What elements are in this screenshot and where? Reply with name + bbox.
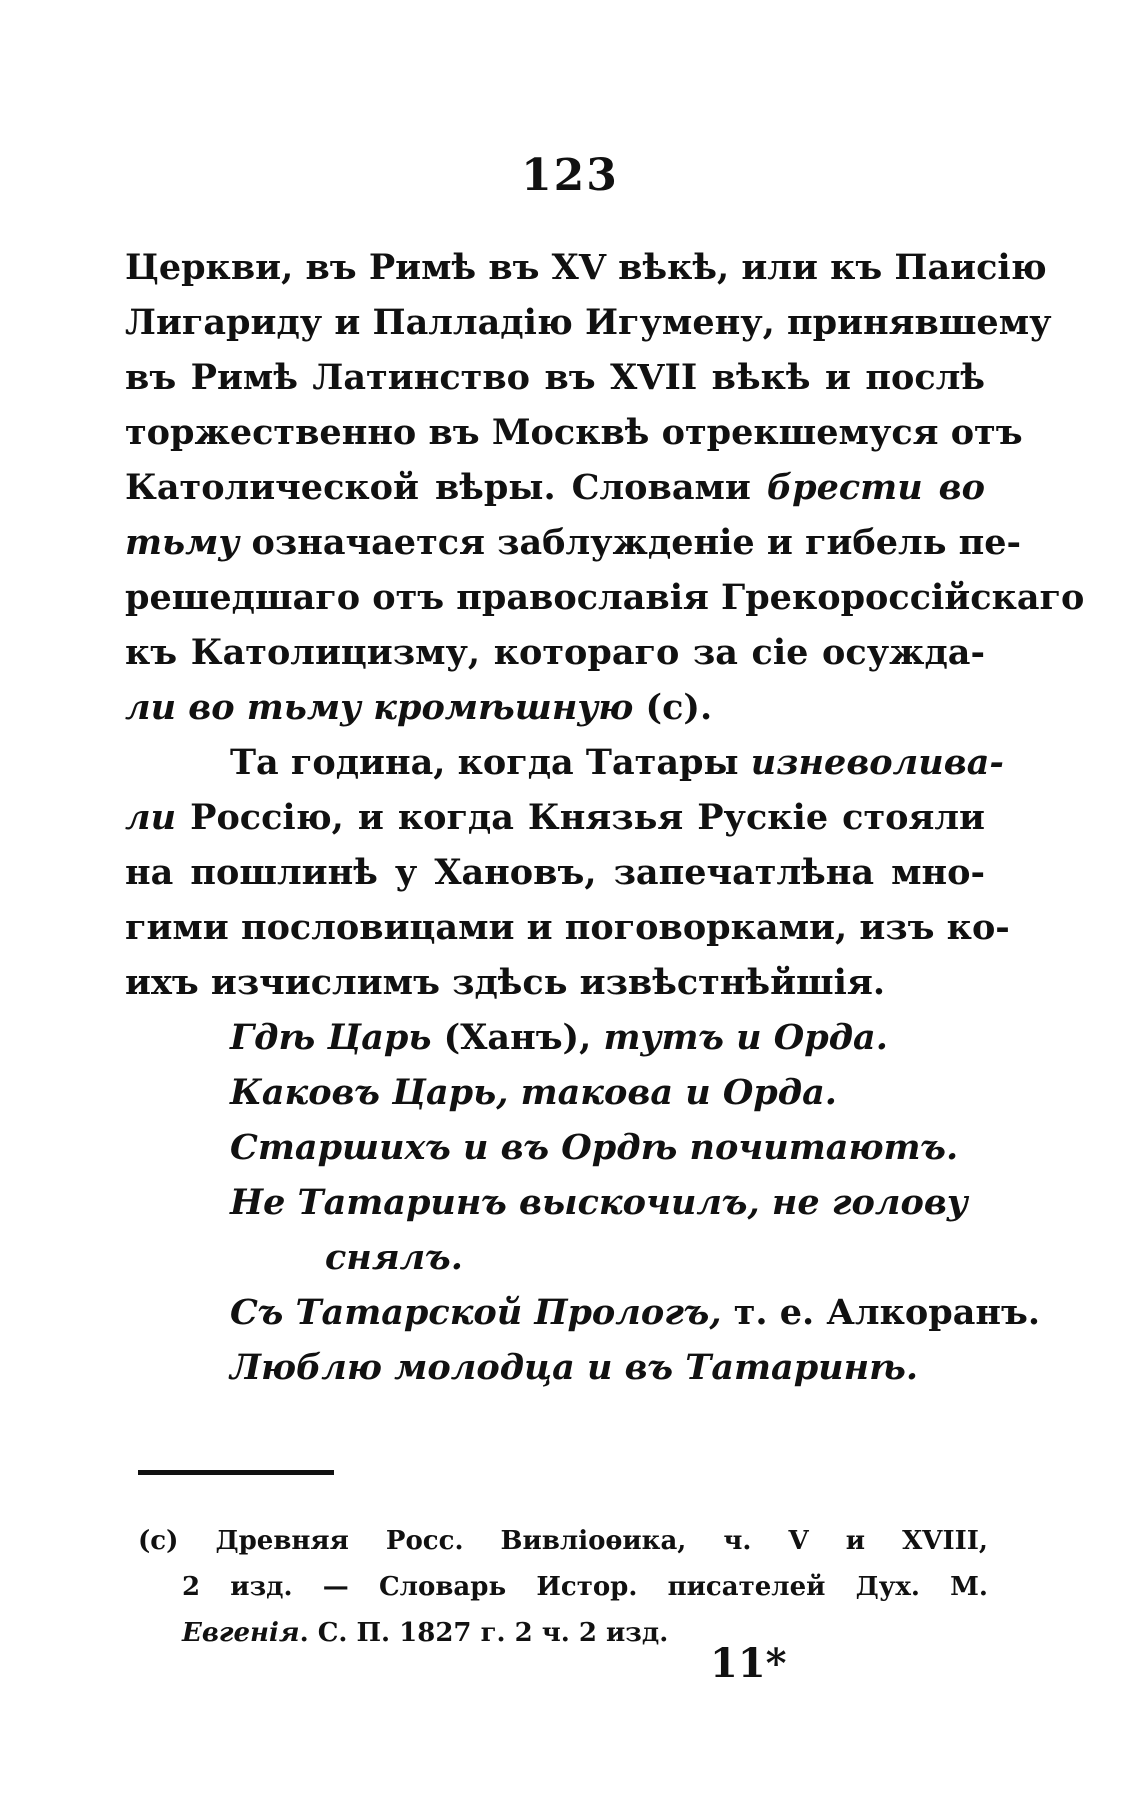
text-run: означается заблужденіе и гибель пе- [239,522,1022,563]
page-number: 123 [521,150,619,201]
signature-mark: 11* [710,1640,787,1687]
footnote [138,1518,988,1656]
italic-phrase: брести во [766,467,985,508]
italic-phrase: во тьму кромѣшную [188,687,634,728]
text-line: ихъ изчислимъ здѣсь извѣстнѣйшія. [125,962,886,1003]
footnote-line: 2 изд. — Словарь Истор. писателей Дух. М. [182,1572,988,1602]
footnote-line: (c) Древняя Росс. Вивліоѳика, ч. V и XVIII, [138,1526,988,1556]
proverb [230,1285,1041,1340]
italic-phrase: ли [125,687,189,728]
text-line: торжественно въ Москвѣ отрекшемуся отъ [125,412,1023,453]
text-line [125,460,985,515]
proverb-part: тутъ и Орда. [603,1017,888,1058]
italic-phrase: изневолива- [750,742,1004,783]
text-line [125,735,1004,790]
italic-phrase: ли [125,797,177,838]
body-text [125,240,1085,1395]
text-line: гими пословицами и поговорками, изъ ко- [125,907,1010,948]
proverb-part: т. е. Алкоранъ. [721,1292,1041,1333]
proverb-continuation: снялъ. [325,1237,463,1278]
text-line: Церкви, въ Римѣ въ XV вѣкѣ, или къ Паисію [125,247,1047,288]
footnote-rule [138,1470,334,1475]
proverb: Не Татаринъ выскочилъ, не голову [230,1182,968,1223]
footnote-run: . С. П. 1827 г. 2 ч. 2 изд. [299,1618,669,1648]
proverb: Люблю молодца и въ Татаринѣ. [230,1347,919,1388]
text-run: Та година, когда Татары [230,742,751,783]
proverb: Каковъ Царь, такова и Орда. [230,1072,837,1113]
proverb: Старшихъ и въ Ордѣ почитаютъ. [230,1127,959,1168]
text-line: на пошлинѣ у Хановъ, запечатлѣна мно- [125,852,985,893]
italic-phrase: тьму [125,522,240,563]
text-line: въ Римѣ Латинство въ XVII вѣкѣ и послѣ [125,357,985,398]
text-line: къ Католицизму, котораго за сіе осужда- [125,632,985,673]
footnote-line [138,1610,988,1656]
text-line [125,680,985,735]
proverb-part: Съ Татарской Прологъ, [230,1292,722,1333]
proverb-part: (Ханъ), [431,1017,604,1058]
footnote-ref: (c). [633,687,713,728]
footnote-italic: Евгенія [182,1618,300,1648]
text-line [125,790,985,845]
text-run: Россію, и когда Князья Рускіе стояли [176,797,985,838]
text-line: решедшаго отъ православія Грекороссійскаго [125,577,1085,618]
proverb-list [125,1010,1041,1395]
text-line [125,515,1022,570]
proverb [230,1010,985,1065]
text-run: Католической вѣры. Словами [125,467,767,508]
proverb-part: Гдѣ Царь [230,1017,432,1058]
text-line: Лигариду и Палладію Игумену, принявшему [125,302,1052,343]
